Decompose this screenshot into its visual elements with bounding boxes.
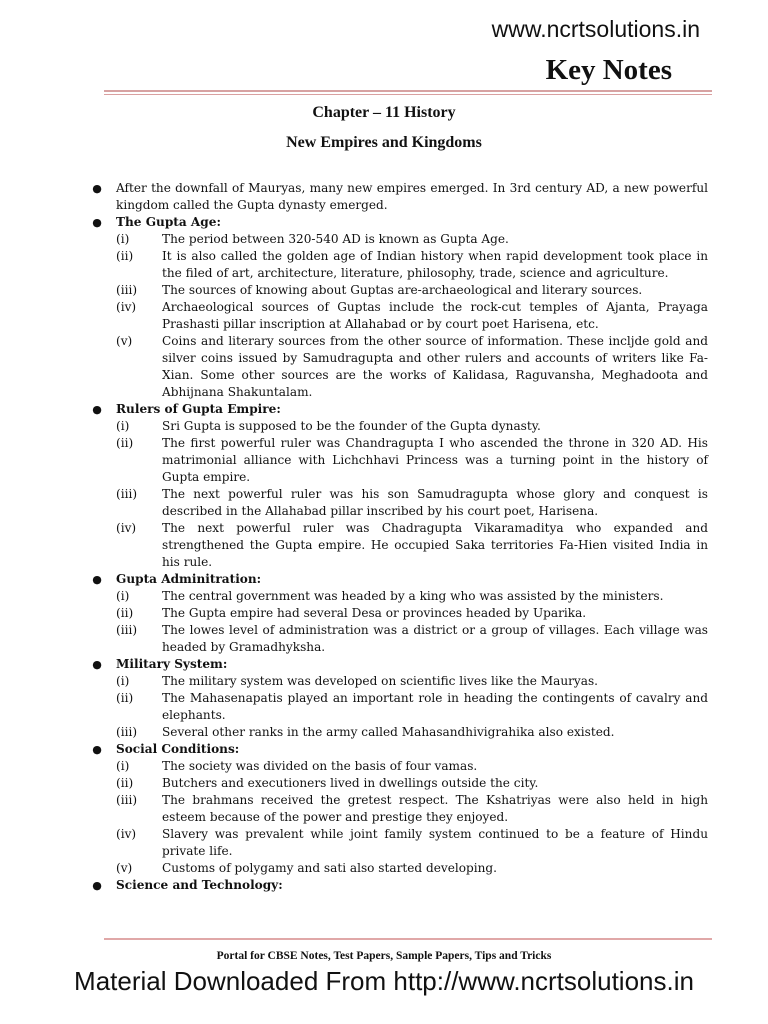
item-text: Coins and literary sources from the other source of information. These incljde gold and silver coins issued by Samudragupta and other rulers and accounts of writers like Fa-Xian. Some other sources are the works of Kalidasa, Raguvansha, Meghadoota and Abhijnana Shakuntalam. — [162, 334, 708, 399]
section-items — [92, 231, 708, 401]
item-text: The next powerful ruler was his son Samudragupta whose glory and conquest is described in the Allahabad pillar inscribed by his court poet, Harisena. — [162, 487, 708, 518]
item-number: (i) — [116, 232, 130, 246]
item-text: It is also called the golden age of Indian history when rapid development took place in the filed of art, architecture, literature, philosophy, trade, science and agriculture. — [162, 249, 708, 280]
intro-bullet — [92, 180, 708, 214]
item-number: (iv) — [116, 827, 137, 841]
item-number: (ii) — [116, 691, 134, 705]
section-block — [92, 656, 708, 741]
header-rule — [104, 90, 712, 92]
section-block — [92, 741, 708, 877]
list-item — [116, 775, 708, 792]
section-block — [92, 214, 708, 401]
section-heading-bullet — [92, 571, 708, 588]
list-item — [116, 792, 708, 826]
item-text: The first powerful ruler was Chandragupta I who ascended the throne in 320 AD. His matrimonial alliance with Lichchhavi Princess was a turning point in the history of Gupta empire. — [162, 436, 708, 484]
list-item — [116, 299, 708, 333]
item-text: Archaeological sources of Guptas include the rock-cut temples of Ajanta, Prayaga Prashasti pillar inscription at Allahabad or by court poet Harisena, etc. — [162, 300, 708, 331]
item-number: (iii) — [116, 487, 138, 501]
bullet-icon: ● — [92, 573, 102, 586]
bullet-icon: ● — [92, 216, 102, 229]
chapter-subtitle: New Empires and Kingdoms — [286, 134, 482, 151]
item-text: The lowes level of administration was a district or a group of villages. Each village was headed by Gramadhyksha. — [162, 623, 708, 654]
list-item — [116, 435, 708, 486]
list-item — [116, 282, 708, 299]
item-number: (ii) — [116, 606, 134, 620]
item-text: The central government was headed by a king who was assisted by the ministers. — [162, 589, 664, 603]
section-block — [92, 401, 708, 571]
item-text: Customs of polygamy and sati also started developing. — [162, 861, 497, 875]
notes-content — [92, 180, 708, 894]
section-heading: Science and Technology: — [116, 878, 283, 892]
list-item — [116, 758, 708, 775]
section-block — [92, 571, 708, 656]
item-text: The period between 320-540 AD is known as Gupta Age. — [162, 232, 509, 246]
item-number: (i) — [116, 674, 130, 688]
section-heading-bullet — [92, 401, 708, 418]
list-item — [116, 690, 708, 724]
footer-rule — [104, 938, 712, 940]
bullet-icon: ● — [92, 403, 102, 416]
list-item — [116, 860, 708, 877]
footer-portal-text: Portal for CBSE Notes, Test Papers, Sample Papers, Tips and Tricks — [216, 950, 552, 962]
item-text: The brahmans received the gretest respect. The Kshatriyas were also held in high esteem because of the power and prestige they enjoyed. — [162, 793, 708, 824]
item-number: (ii) — [116, 776, 134, 790]
item-text: Butchers and executioners lived in dwellings outside the city. — [162, 776, 539, 790]
list-item — [116, 622, 708, 656]
section-items — [92, 588, 708, 656]
item-number: (iii) — [116, 623, 138, 637]
section-heading-bullet — [92, 741, 708, 758]
section-heading-bullet — [92, 214, 708, 231]
intro-text: After the downfall of Mauryas, many new empires emerged. In 3rd century AD, a new powerful kingdom called the Gupta dynasty emerged. — [116, 181, 708, 212]
item-text: The next powerful ruler was Chadragupta Vikaramaditya who expanded and strengthened the Gupta empire. He occupied Saka territories Fa-Hien visited India in his rule. — [162, 521, 708, 569]
list-item — [116, 231, 708, 248]
footer-download-link[interactable]: Material Downloaded From http://www.ncrtsolutions.in — [74, 966, 694, 996]
section-block — [92, 877, 708, 894]
site-url-top[interactable]: www.ncrtsolutions.in — [491, 16, 700, 42]
section-heading-bullet — [92, 877, 708, 894]
list-item — [116, 826, 708, 860]
bullet-icon: ● — [92, 879, 102, 892]
list-item — [116, 520, 708, 571]
item-number: (iv) — [116, 300, 137, 314]
list-item — [116, 248, 708, 282]
list-item — [116, 588, 708, 605]
list-item — [116, 418, 708, 435]
item-text: Sri Gupta is supposed to be the founder of the Gupta dynasty. — [162, 419, 541, 433]
item-number: (i) — [116, 759, 130, 773]
item-text: The Gupta empire had several Desa or provinces headed by Uparika. — [162, 606, 587, 620]
item-text: The society was divided on the basis of four vamas. — [162, 759, 478, 773]
list-item — [116, 605, 708, 622]
item-number: (iii) — [116, 283, 138, 297]
item-number: (i) — [116, 419, 130, 433]
section-items — [92, 418, 708, 571]
chapter-title: Chapter – 11 History — [312, 104, 456, 121]
item-number: (iii) — [116, 793, 138, 807]
list-item — [116, 486, 708, 520]
item-text: Several other ranks in the army called Mahasandhivigrahika also existed. — [162, 725, 615, 739]
header-rule-thin — [104, 94, 712, 95]
section-heading: Social Conditions: — [116, 742, 240, 756]
sections-list — [92, 214, 708, 894]
bullet-icon: ● — [92, 658, 102, 671]
list-item — [116, 673, 708, 690]
list-item — [116, 724, 708, 741]
section-items — [92, 758, 708, 877]
item-number: (ii) — [116, 249, 134, 263]
bullet-icon: ● — [92, 182, 102, 195]
section-heading: Gupta Adminitration: — [116, 572, 262, 586]
section-heading: Military System: — [116, 657, 228, 671]
section-items — [92, 673, 708, 741]
item-number: (i) — [116, 589, 130, 603]
item-text: The Mahasenapatis played an important role in heading the contingents of cavalry and elephants. — [162, 691, 708, 722]
item-number: (iii) — [116, 725, 138, 739]
item-number: (iv) — [116, 521, 137, 535]
section-heading-bullet — [92, 656, 708, 673]
section-heading: The Gupta Age: — [116, 215, 221, 229]
item-number: (v) — [116, 861, 133, 875]
item-text: The military system was developed on scientific lives like the Mauryas. — [162, 674, 599, 688]
item-text: Slavery was prevalent while joint family system continued to be a feature of Hindu private life. — [162, 827, 708, 858]
item-number: (ii) — [116, 436, 134, 450]
item-number: (v) — [116, 334, 133, 348]
key-notes-title: Key Notes — [545, 54, 672, 86]
bullet-icon: ● — [92, 743, 102, 756]
section-heading: Rulers of Gupta Empire: — [116, 402, 281, 416]
list-item — [116, 333, 708, 401]
item-text: The sources of knowing about Guptas are-archaeological and literary sources. — [162, 283, 643, 297]
